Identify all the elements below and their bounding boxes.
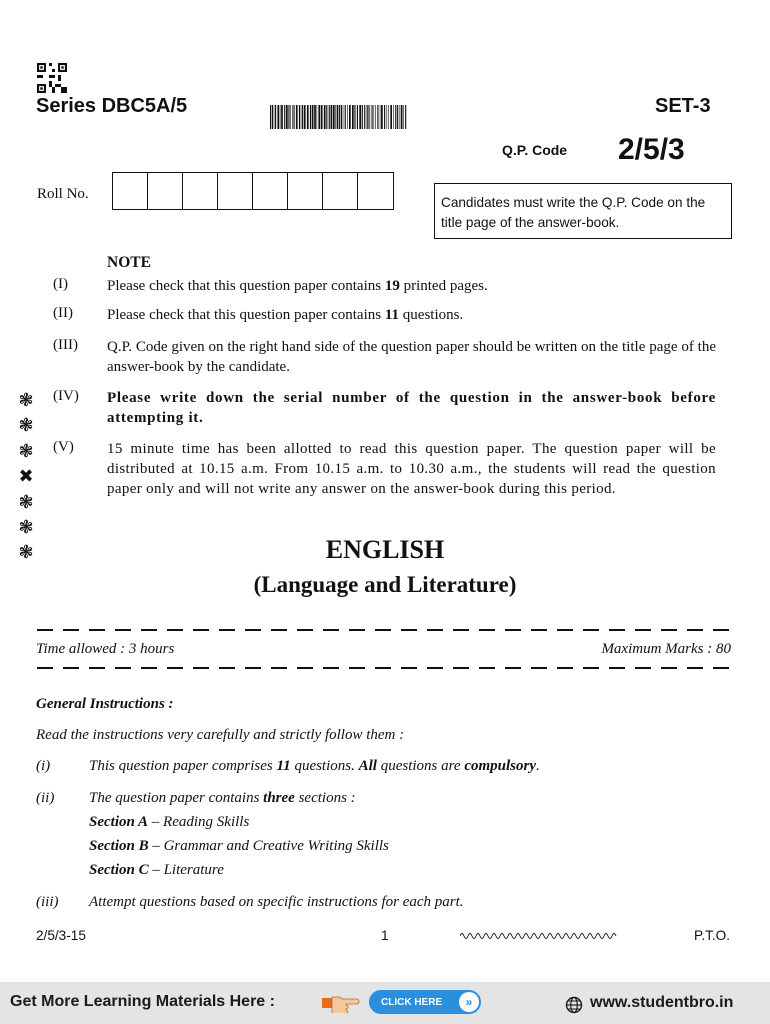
- time-allowed: Time allowed : 3 hours: [36, 641, 175, 657]
- text-run: Please check that this question paper contains: [107, 307, 385, 323]
- asterisk-mark-icon: ❃: [18, 492, 34, 512]
- roll-number-cell[interactable]: [288, 173, 323, 209]
- roll-number-label: Roll No.: [37, 186, 89, 202]
- text-run: questions are: [376, 758, 465, 774]
- text-run: Attempt questions based on specific instructions for each part.: [89, 894, 464, 910]
- roll-number-cell[interactable]: [183, 173, 218, 209]
- instruction-text: [89, 834, 389, 858]
- bold-text: Section B: [89, 838, 149, 854]
- bold-text: compulsory: [464, 758, 536, 774]
- barcode-image: [270, 105, 408, 129]
- instruction-number: (i): [36, 758, 51, 774]
- note-heading: NOTE: [107, 254, 151, 271]
- note-number: (V): [53, 439, 74, 455]
- click-here-label: CLICK HERE: [381, 996, 443, 1008]
- bold-text: 11: [384, 307, 400, 323]
- bold-text: Section A: [89, 814, 149, 830]
- roll-number-cell[interactable]: [323, 173, 358, 209]
- text-run: .: [535, 758, 540, 774]
- click-here-button[interactable]: [369, 990, 481, 1014]
- text-run: This question paper comprises: [89, 758, 277, 774]
- roll-number-cell[interactable]: [253, 173, 288, 209]
- note-number: (IV): [53, 388, 79, 404]
- squiggle-line-icon: [460, 930, 618, 942]
- roll-number-cell[interactable]: [218, 173, 253, 209]
- instruction-text: [89, 810, 249, 834]
- bold-text: Section C: [89, 862, 149, 878]
- instruction-text: [89, 858, 224, 882]
- set-label: SET-3: [655, 95, 711, 117]
- note-text: Please write down the serial number of the question in the answer-book before attempting it.: [107, 390, 716, 426]
- subject-title: ENGLISH: [325, 535, 445, 564]
- page-number: 1: [381, 928, 389, 943]
- asterisk-mark-icon: ❃: [18, 441, 34, 461]
- bold-text: 19: [384, 278, 400, 294]
- footer-code: 2/5/3-15: [36, 928, 86, 943]
- note-text: [107, 305, 716, 325]
- maximum-marks: Maximum Marks : 80: [601, 641, 731, 657]
- instruction-number: (ii): [36, 790, 55, 806]
- asterisk-mark-icon: ❃: [18, 390, 34, 410]
- dashed-divider-bottom: [37, 667, 732, 669]
- qr-code-icon: [37, 63, 67, 93]
- subject-subtitle: (Language and Literature): [253, 572, 517, 597]
- text-run: questions.: [399, 307, 464, 323]
- asterisk-mark-icon: ❃: [18, 517, 34, 537]
- candidates-note-box: Candidates must write the Q.P. Code on the title page of the answer-book.: [434, 183, 732, 239]
- dashed-divider-top: [37, 629, 732, 631]
- text-run: The question paper contains: [89, 790, 264, 806]
- asterisk-mark-icon: ❃: [18, 542, 34, 562]
- note-text: 15 minute time has been allotted to read this question paper. The question paper will be distributed at 10.15 a.m. From 10.15 a.m. to 10.30 a.m., the students will read the question paper only and will not write any answer on the answer-book during this period.: [107, 441, 716, 497]
- note-number: (I): [53, 276, 68, 292]
- note-text: [107, 276, 716, 296]
- website-link[interactable]: www.studentbro.in: [590, 994, 734, 1011]
- pto-label: P.T.O.: [694, 928, 731, 943]
- text-run: – Grammar and Creative Writing Skills: [148, 838, 389, 854]
- roll-number-cell[interactable]: [148, 173, 183, 209]
- instruction-text: [89, 786, 356, 810]
- bold-text: 11: [276, 758, 291, 774]
- series-label: Series DBC5A/5: [36, 95, 188, 117]
- instruction-text: [89, 754, 540, 778]
- asterisk-mark-icon: ❃: [18, 415, 34, 435]
- instruction-number: (iii): [36, 894, 59, 910]
- cross-mark-icon: ✖: [18, 466, 34, 486]
- text-run: Please check that this question paper contains: [107, 278, 385, 294]
- text-run: – Reading Skills: [148, 814, 250, 830]
- instructions-heading: General Instructions :: [36, 696, 174, 712]
- banner-text: Get More Learning Materials Here :: [10, 993, 275, 1010]
- double-chevron-icon: »: [459, 992, 479, 1012]
- bold-text: three: [263, 790, 295, 806]
- text-run: printed pages.: [399, 278, 488, 294]
- roll-number-boxes[interactable]: [112, 172, 394, 210]
- globe-icon: [565, 996, 583, 1014]
- instruction-text: [89, 890, 464, 914]
- qp-code-label: Q.P. Code: [502, 142, 568, 158]
- bold-text: All: [358, 758, 377, 774]
- roll-number-cell[interactable]: [113, 173, 148, 209]
- note-text: Q.P. Code given on the right hand side of the question paper should be written on the title page of the answer-book by the candidate.: [107, 339, 716, 375]
- text-run: – Literature: [148, 862, 224, 878]
- text-run: questions.: [290, 758, 359, 774]
- note-number: (II): [53, 305, 73, 321]
- text-run: sections :: [294, 790, 356, 806]
- qp-code-value: 2/5/3: [618, 133, 685, 166]
- roll-number-cell[interactable]: [358, 173, 393, 209]
- note-number: (III): [53, 337, 78, 353]
- pointing-hand-icon: [322, 991, 360, 1013]
- instructions-intro: Read the instructions very carefully and strictly follow them :: [36, 727, 405, 743]
